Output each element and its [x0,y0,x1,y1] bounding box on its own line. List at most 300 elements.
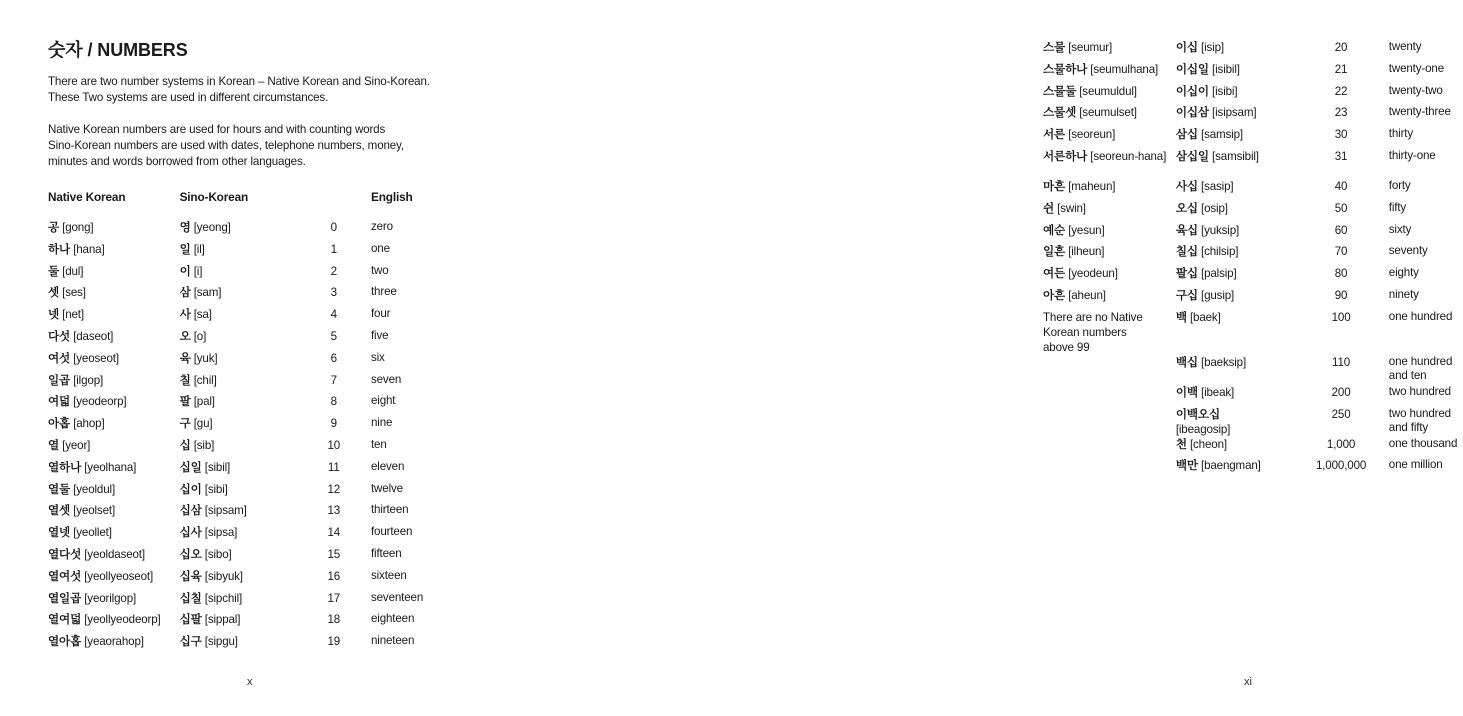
cell-sino-korean [180,460,307,482]
cell-english: fifteen [370,546,402,560]
cell-native-korean [48,373,180,395]
table-row [48,394,458,416]
cell-english: twenty [1388,40,1422,53]
cell-native-korean [48,285,180,307]
cell-numeral: 30 [1334,128,1348,142]
cell-english: one thousand [1388,436,1458,450]
table-row [48,307,458,329]
cell-native-korean [1043,288,1176,310]
cell-sino-korean [180,569,307,591]
cell-english: eleven [370,459,405,473]
page-number-left: x [247,676,253,688]
cell-english: four [370,307,391,321]
table-header-row [48,190,458,220]
cell-numeral: 3 [330,286,337,300]
cell-numeral: 1 [330,242,337,256]
table-row [1043,201,1463,223]
native-korean-word: 아흔 [1043,288,1066,302]
cell-english: twenty-one [1388,61,1444,75]
cell-numeral: 70 [1334,245,1348,259]
cell-native-korean [48,569,180,591]
cell-english: three [370,285,397,299]
native-korean-romanization: [yeolset] [73,504,116,518]
cell-numeral: 10 [327,438,341,452]
sino-korean-romanization: [samsip] [1201,128,1243,142]
cell-numeral: 19 [327,635,341,649]
page-title [48,36,188,62]
sino-korean-romanization: [i] [193,264,203,278]
native-korean-romanization: [seoreun] [1068,128,1116,142]
table-row [1043,105,1463,127]
cell-english: thirty-one [1388,148,1436,162]
table-body-left [48,220,458,656]
sino-korean-word: 칠십 [1175,245,1198,259]
native-korean-romanization: [dul] [62,264,84,278]
sino-korean-romanization: [isibil] [1212,62,1240,76]
cell-native-korean [48,351,180,373]
cell-english: ten [370,437,387,451]
cell-sino-korean [1176,149,1304,179]
native-korean-word: 스물셋 [1043,106,1077,120]
sino-korean-word: 이십일 [1175,62,1209,76]
table-row [1043,266,1463,288]
cell-english: zero [370,220,393,233]
sino-korean-romanization: [sippal] [204,613,241,627]
cell-sino-korean [1176,266,1304,288]
sino-korean-romanization: [sam] [193,286,222,300]
sino-korean-word: 백십 [1175,355,1198,369]
table-row [48,351,458,373]
page-right [500,0,1458,716]
cell-native-korean [1043,458,1176,480]
table-row [48,373,458,395]
cell-english: seventy [1388,244,1428,258]
table-row [48,525,458,547]
native-korean-word: 스물하나 [1043,62,1088,76]
native-korean-word: 예순 [1043,223,1066,237]
sino-korean-romanization: [chil] [193,373,217,387]
cell-english: thirty [1388,127,1414,141]
cell-native-korean [1043,266,1176,288]
cell-numeral: 17 [327,591,341,605]
cell-sino-korean [1176,310,1304,355]
page-title-separator: / [87,40,93,60]
cell-english: twelve [370,481,403,495]
cell-numeral: 22 [1334,84,1348,98]
native-korean-word: 열넷 [48,526,71,540]
cell-english: twenty-two [1388,83,1443,97]
native-korean-word: 서른 [1043,128,1066,142]
cell-numeral: 15 [327,547,341,561]
cell-numeral: 13 [327,504,341,518]
cell-numeral: 6 [330,351,337,365]
cell-english: nine [370,416,393,430]
sino-korean-romanization: [cheon] [1189,437,1227,451]
sino-korean-word: 칠 [179,373,191,387]
cell-english: forty [1388,178,1411,192]
intro-text [48,74,468,170]
cell-english: nineteen [370,634,415,648]
cell-native-korean [48,220,180,242]
table-row [1043,223,1463,245]
cell-numeral: 7 [330,373,337,387]
cell-sino-korean [180,329,307,351]
cell-sino-korean [1176,244,1304,266]
cell-english: one million [1388,458,1443,472]
sino-korean-romanization: [sibo] [204,547,232,561]
cell-numeral: 0 [330,221,337,234]
native-korean-word: 여든 [1043,267,1066,281]
cell-sino-korean [1176,127,1304,149]
sino-korean-romanization: [ibeagosip] [1175,422,1231,436]
cell-native-korean [1043,179,1176,201]
sino-korean-word: 백만 [1175,459,1198,473]
note-line-1: There are no Native [1043,310,1143,324]
native-korean-word: 스물 [1043,41,1066,54]
sino-korean-word: 구 [179,417,191,431]
cell-english: fifty [1388,200,1407,214]
table-row [1043,407,1463,437]
cell-numeral: 40 [1334,179,1348,193]
sino-korean-romanization: [sibyuk] [204,569,243,583]
sino-korean-romanization: [isibi] [1212,84,1238,98]
cell-sino-korean [180,242,307,264]
sino-korean-romanization: [sipsam] [204,504,247,518]
sino-korean-romanization: [gusip] [1201,288,1235,302]
sino-korean-word: 십이 [179,482,202,496]
native-korean-word: 일곱 [48,373,71,387]
table-row [1043,62,1463,84]
sino-korean-word: 사십 [1175,179,1198,193]
table-row [1043,244,1463,266]
sino-korean-word: 이십 [1175,41,1198,54]
cell-sino-korean [1176,84,1304,106]
cell-sino-korean [1176,288,1304,310]
cell-native-korean [48,438,180,460]
cell-english: seven [370,372,402,386]
cell-native-korean [1043,149,1176,179]
cell-english: two [370,263,389,277]
sino-korean-word: 십삼 [179,504,202,518]
native-korean-word: 열하나 [48,460,82,474]
cell-sino-korean [1176,105,1304,127]
native-korean-romanization: [yeollet] [73,526,112,540]
intro-line-1: There are two number systems in Korean – Native Korean and Sino-Korean. [48,75,430,88]
cell-sino-korean [180,373,307,395]
no-native-numbers-note [1043,310,1176,355]
cell-numeral: 9 [330,417,337,431]
table-row [48,547,458,569]
numbers-table-left [48,190,458,656]
native-korean-romanization: [gong] [62,221,94,234]
cell-numeral: 11 [327,460,340,474]
sino-korean-word: 팔십 [1175,267,1198,281]
sino-korean-word: 육 [179,351,191,365]
cell-numeral: 90 [1334,288,1348,302]
sino-korean-word: 십사 [179,526,202,540]
sino-korean-word: 일 [179,242,191,256]
native-korean-word: 서른하나 [1043,149,1088,163]
cell-english: two hundred and fifty [1388,406,1451,434]
cell-native-korean [48,503,180,525]
sino-korean-romanization: [sipgu] [204,635,238,649]
sino-korean-romanization: [yeong] [193,221,231,234]
cell-sino-korean [180,634,307,656]
cell-sino-korean [1176,407,1304,437]
table-row [1043,385,1463,407]
column-header-native-korean: Native Korean [48,190,126,204]
cell-numeral: 14 [327,526,341,540]
sino-korean-romanization: [sipchil] [204,591,243,605]
cell-native-korean [48,394,180,416]
cell-native-korean [48,460,180,482]
sino-korean-word: 이십이 [1175,84,1209,98]
sino-korean-word: 십칠 [179,591,202,605]
cell-english: five [370,328,389,342]
table-row [1043,127,1463,149]
native-korean-romanization: [yeoldul] [73,482,116,496]
cell-native-korean [1043,40,1176,62]
native-korean-word: 열 [48,438,60,452]
cell-sino-korean [180,482,307,504]
sino-korean-romanization: [sib] [193,438,215,452]
cell-sino-korean [1176,201,1304,223]
cell-sino-korean [1176,62,1304,84]
cell-sino-korean [180,503,307,525]
cell-numeral: 31 [1334,149,1348,163]
cell-native-korean [1043,84,1176,106]
table-row [1043,288,1463,310]
native-korean-word: 공 [48,221,60,234]
cell-native-korean [48,612,180,634]
sino-korean-word: 오 [179,329,191,343]
native-korean-romanization: [yeor] [62,438,91,452]
cell-numeral: 8 [330,395,337,409]
native-korean-romanization: [ilgop] [73,373,104,387]
table-row [48,612,458,634]
sino-korean-word: 이 [179,264,191,278]
table-row [1043,40,1463,62]
sino-korean-romanization: [ibeak] [1201,385,1235,399]
native-korean-romanization: [yeoldaseot] [84,547,145,561]
native-korean-word: 셋 [48,286,60,300]
cell-sino-korean [180,591,307,613]
native-korean-word: 열둘 [48,482,71,496]
table-row [48,264,458,286]
intro-line-4: Sino-Korean numbers are used with dates, telephone numbers, money, [48,139,404,152]
cell-native-korean [1043,127,1176,149]
native-korean-word: 열여섯 [48,569,82,583]
cell-sino-korean [1176,385,1304,407]
cell-native-korean [48,591,180,613]
cell-numeral: 60 [1334,223,1348,237]
cell-english: eighteen [370,612,415,626]
cell-numeral: 100 [1331,310,1351,324]
sino-korean-romanization: [sa] [193,308,212,322]
sino-korean-word: 이십삼 [1175,106,1209,120]
sino-korean-word: 영 [179,221,191,234]
native-korean-word: 둘 [48,264,60,278]
native-korean-romanization: [seumulhana] [1090,62,1159,76]
sino-korean-word: 오십 [1175,201,1198,215]
native-korean-word: 쉰 [1043,201,1055,215]
cell-native-korean [1043,62,1176,84]
table-row [48,482,458,504]
native-korean-romanization: [seoreun-hana] [1090,149,1167,163]
native-korean-word: 열셋 [48,504,71,518]
cell-english: sixty [1388,222,1412,236]
table-row [48,329,458,351]
cell-sino-korean [1176,179,1304,201]
cell-english: ninety [1388,287,1419,301]
cell-native-korean [48,242,180,264]
sino-korean-romanization: [yuk] [193,351,218,365]
cell-english: six [370,350,385,364]
sino-korean-word: 십일 [179,460,202,474]
native-korean-romanization: [hana] [73,242,105,256]
sino-korean-romanization: [pal] [193,395,215,409]
column-header-sino-korean: Sino-Korean [179,190,249,204]
cell-native-korean [1043,355,1176,385]
sino-korean-word: 십육 [179,569,202,583]
table-row [48,416,458,438]
sino-korean-word: 천 [1175,437,1187,451]
table-row [48,569,458,591]
native-korean-word: 넷 [48,308,60,322]
cell-native-korean [1043,407,1176,437]
sino-korean-word: 삼십일 [1175,149,1209,163]
cell-native-korean [1043,385,1176,407]
page-title-english: NUMBERS [97,40,188,60]
table-row [48,460,458,482]
cell-sino-korean [180,525,307,547]
table-body-right [1043,40,1463,480]
cell-numeral: 4 [330,308,337,322]
cell-numeral: 12 [327,482,341,496]
sino-korean-word: 백 [1175,310,1187,324]
page-number-right: xi [1244,676,1252,688]
native-korean-word: 하나 [48,242,71,256]
table-row [48,503,458,525]
sino-korean-romanization: [yuksip] [1201,223,1240,237]
native-korean-word: 여섯 [48,351,71,365]
sino-korean-word: 십오 [179,547,202,561]
sino-korean-word: 구십 [1175,288,1198,302]
cell-numeral: 250 [1331,407,1351,421]
cell-native-korean [48,634,180,656]
cell-sino-korean [180,394,307,416]
native-korean-romanization: [seumulset] [1079,106,1137,120]
native-korean-romanization: [maheun] [1068,179,1116,193]
table-row [1043,437,1463,459]
sino-korean-romanization: [isipsam] [1212,106,1257,120]
sino-korean-romanization: [chilsip] [1201,245,1239,259]
note-line-3: above 99 [1043,340,1090,354]
table-row [1043,179,1463,201]
native-korean-word: 열일곱 [48,591,82,605]
cell-native-korean [48,329,180,351]
native-korean-romanization: [ahop] [73,417,105,431]
native-korean-word: 마흔 [1043,179,1066,193]
sino-korean-romanization: [palsip] [1201,267,1237,281]
intro-line-3: Native Korean numbers are used for hours and with counting words [48,123,386,136]
sino-korean-word: 이백오십 [1175,407,1221,421]
cell-native-korean [1043,223,1176,245]
cell-numeral: 20 [1334,41,1348,54]
sino-korean-word: 육십 [1175,223,1198,237]
cell-english: one hundred and ten [1388,354,1453,382]
native-korean-romanization: [ses] [62,286,86,300]
cell-numeral: 80 [1334,267,1348,281]
cell-numeral: 2 [330,264,337,278]
cell-native-korean [48,264,180,286]
table-row [48,242,458,264]
table-row [1043,458,1463,480]
native-korean-romanization: [yeodeorp] [73,395,127,409]
sino-korean-romanization: [sibil] [204,460,231,474]
sino-korean-romanization: [il] [193,242,205,256]
table-row [48,438,458,460]
cell-sino-korean [180,351,307,373]
native-korean-word: 다섯 [48,329,71,343]
numbers-table-right [1043,40,1463,480]
sino-korean-romanization: [baengman] [1201,459,1261,473]
sino-korean-word: 십 [179,438,191,452]
cell-numeral: 5 [330,329,337,343]
sino-korean-word: 십팔 [179,613,202,627]
native-korean-romanization: [swin] [1057,201,1086,215]
native-korean-word: 여덟 [48,395,71,409]
sino-korean-romanization: [sasip] [1201,179,1234,193]
cell-native-korean [1043,201,1176,223]
cell-numeral: 21 [1334,62,1348,76]
sino-korean-romanization: [osip] [1201,201,1228,215]
native-korean-word: 아홉 [48,417,71,431]
native-korean-romanization: [yeorilgop] [84,591,137,605]
cell-numeral: 50 [1334,201,1348,215]
sino-korean-romanization: [o] [193,329,207,343]
native-korean-romanization: [yeodeun] [1068,267,1118,281]
table-row [48,634,458,656]
cell-sino-korean [180,285,307,307]
cell-sino-korean [1176,437,1304,459]
sino-korean-romanization: [sipsa] [204,526,238,540]
native-korean-romanization: [aheun] [1068,288,1106,302]
native-korean-romanization: [seumur] [1068,41,1113,54]
column-header-english: English [370,190,413,204]
native-korean-romanization: [yeolhana] [84,460,137,474]
cell-english: seventeen [370,590,424,604]
cell-sino-korean [180,264,307,286]
cell-sino-korean [1176,40,1304,62]
intro-paragraph-2 [48,122,468,170]
cell-sino-korean [180,416,307,438]
native-korean-romanization: [net] [62,308,84,322]
table-row [1043,310,1463,355]
intro-line-5: minutes and words borrowed from other languages. [48,155,306,168]
sino-korean-word: 십구 [179,635,202,649]
sino-korean-romanization: [baek] [1189,310,1221,324]
cell-numeral: 16 [327,569,341,583]
cell-english: fourteen [370,525,413,539]
native-korean-word: 일흔 [1043,245,1066,259]
cell-english: one [370,241,390,255]
cell-native-korean [48,525,180,547]
native-korean-word: 열다섯 [48,547,82,561]
sino-korean-romanization: [samsibil] [1212,149,1259,163]
native-korean-romanization: [daseot] [73,329,114,343]
sino-korean-word: 삼십 [1175,128,1198,142]
